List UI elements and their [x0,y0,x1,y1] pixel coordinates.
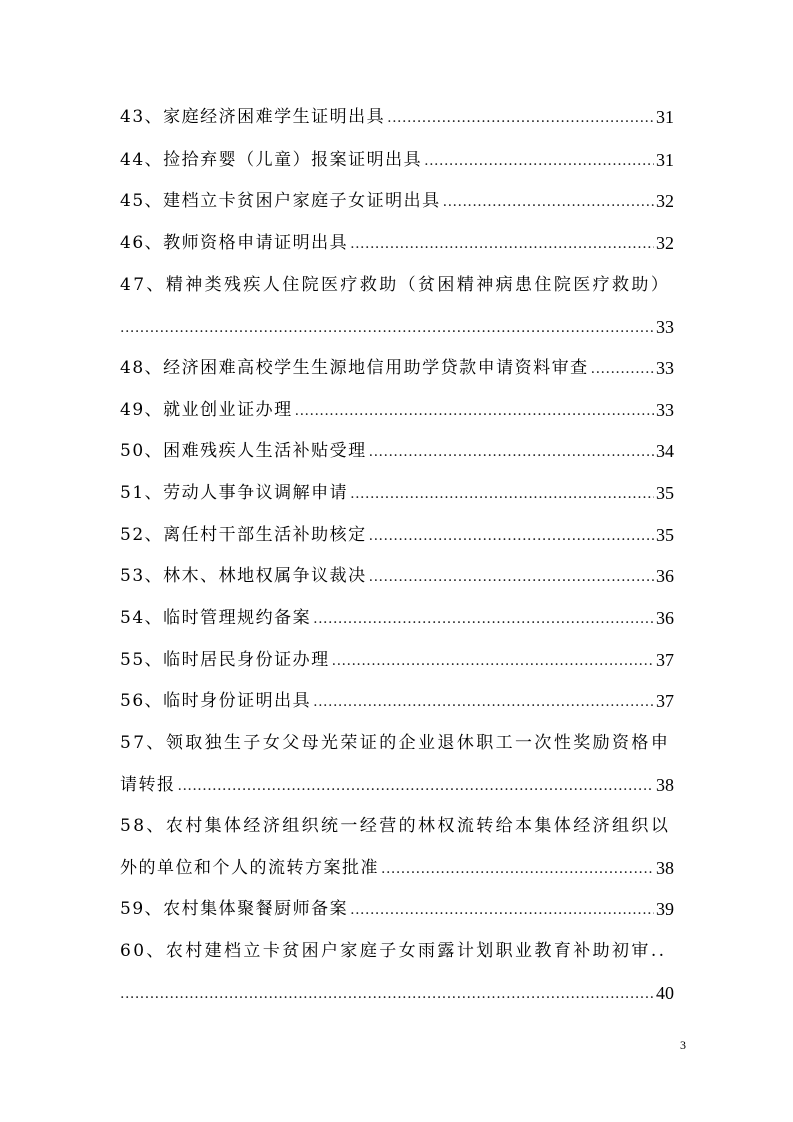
toc-entry-page: 31 [656,107,674,127]
toc-leader-dots [350,896,654,922]
toc-entry-56[interactable] [120,688,674,714]
toc-entry-53[interactable] [120,563,674,589]
toc-entry-55[interactable] [120,647,674,673]
toc-entry-label: 50、困难残疾人生活补贴受理 [120,441,367,461]
toc-leader-dots [313,605,654,631]
toc-entry-51[interactable] [120,480,674,506]
toc-entry-50[interactable] [120,438,674,464]
toc-entry-58[interactable] [120,813,674,839]
toc-entry-59[interactable] [120,896,674,922]
toc-leader-dots [332,647,654,673]
toc-leader-dots [120,314,654,340]
toc-entry-52[interactable] [120,522,674,548]
toc-entry-label: 59、农村集体聚餐厨师备案 [120,899,349,919]
toc-entry-page: 35 [656,483,674,503]
toc-entry-46[interactable] [120,230,674,256]
toc-entry-58-continued[interactable] [120,855,674,881]
toc-leader-dots [387,104,654,130]
toc-entry-page: 37 [656,691,674,711]
toc-entry-page: 33 [656,400,674,420]
toc-entry-label: 45、建档立卡贫困户家庭子女证明出具 [120,191,441,211]
toc-entry-label-continued: 外的单位和个人的流转方案批准 [120,858,379,878]
toc-entry-60-continued[interactable] [120,980,674,1006]
toc-entry-page: 33 [656,317,674,337]
toc-entry-48[interactable] [120,355,674,381]
toc-entry-page: 33 [656,358,674,378]
toc-entry-page: 35 [656,525,674,545]
toc-leader-dots [350,480,654,506]
toc-entry-label: 48、经济困难高校学生生源地信用助学贷款申请资料审查 [120,358,589,378]
toc-entry-label: 54、临时管理规约备案 [120,608,312,628]
toc-leader-dots [178,772,655,798]
toc-leader-dots [295,397,654,423]
toc-leader-dots [120,980,654,1006]
toc-entry-page: 38 [656,858,674,878]
toc-leader-dots [350,230,654,256]
toc-entry-45[interactable] [120,188,674,214]
toc-entry-54[interactable] [120,605,674,631]
toc-entry-page: 31 [656,150,674,170]
toc-entry-label: 44、捡拾弃婴（儿童）报案证明出具 [120,150,423,170]
toc-entry-label: 56、临时身份证明出具 [120,691,312,711]
toc-entry-page: 34 [656,441,674,461]
toc-entry-page: 32 [656,191,674,211]
toc-leader-dots [443,188,654,214]
toc-entry-label-continued: 请转报 [120,775,176,795]
toc-entry-label: 46、教师资格申请证明出具 [120,233,349,253]
toc-leader-dots [369,438,654,464]
toc-entry-page: 32 [656,233,674,253]
toc-leader-dots [369,563,654,589]
toc-entry-49[interactable] [120,397,674,423]
toc-entry-label: 47、精神类残疾人住院医疗救助（贫困精神病患住院医疗救助） [120,275,671,295]
toc-entry-label: 43、家庭经济困难学生证明出具 [120,107,386,127]
toc-entry-page: 36 [656,608,674,628]
toc-entry-label: 60、农村建档立卡贫困户家庭子女雨露计划职业教育补助初审.. [120,941,667,961]
toc-leader-dots [381,855,654,881]
toc-entry-label: 53、林木、林地权属争议裁决 [120,566,367,586]
toc-leader-dots [591,355,654,381]
toc-leader-dots [369,522,654,548]
toc-entry-label: 58、农村集体经济组织统一经营的林权流转给本集体经济组织以 [120,816,671,836]
toc-entry-label: 51、劳动人事争议调解申请 [120,483,349,503]
toc-entry-47-continued[interactable] [120,314,674,340]
toc-leader-dots [313,688,654,714]
toc-entry-page: 36 [656,566,674,586]
toc-leader-dots [424,147,654,173]
toc-entry-47[interactable] [120,272,674,298]
toc-entry-57-continued[interactable] [120,772,674,798]
toc-entry-57[interactable] [120,730,674,756]
page-number: 3 [680,1038,686,1052]
toc-entry-label: 57、领取独生子女父母光荣证的企业退休职工一次性奖励资格申 [120,733,671,753]
toc-entry-page: 38 [656,775,674,795]
toc-entry-label: 55、临时居民身份证办理 [120,650,330,670]
toc-entry-label: 52、离任村干部生活补助核定 [120,525,367,545]
toc-entry-page: 39 [656,899,674,919]
toc-entry-60[interactable] [120,938,674,964]
toc-entry-43[interactable] [120,104,674,130]
toc-entry-page: 40 [656,983,674,1003]
toc-entry-44[interactable] [120,147,674,173]
toc-entry-page: 37 [656,650,674,670]
toc-entry-label: 49、就业创业证办理 [120,400,293,420]
